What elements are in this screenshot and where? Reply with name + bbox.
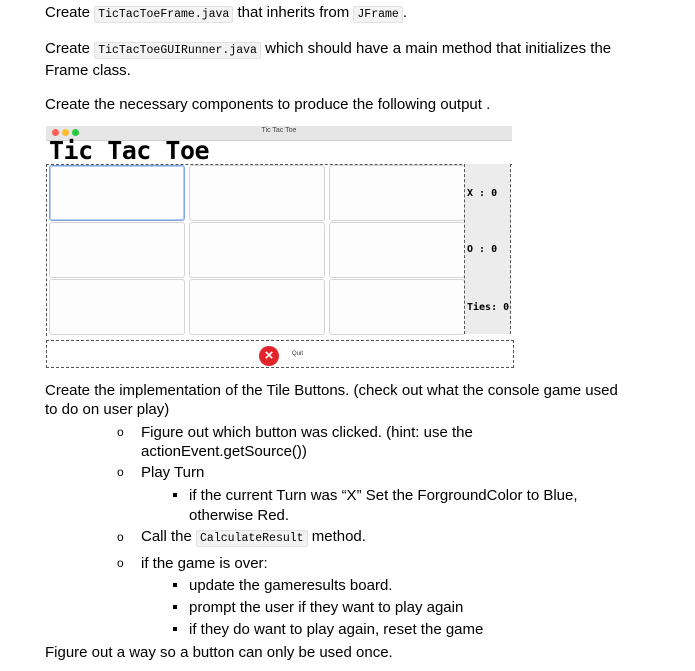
square-bullet <box>173 583 177 587</box>
round-bullet: o <box>117 556 124 570</box>
tile-grid <box>48 164 463 334</box>
tile-button-1[interactable] <box>189 165 325 221</box>
bullet-2-sub-1-line-2: otherwise Red. <box>189 507 290 524</box>
instruction-line-3: Frame class. <box>45 62 131 79</box>
bullet-2: Play Turn <box>141 464 205 481</box>
code-jframe: JFrame <box>353 6 402 23</box>
bullet-1-line-1: Figure out which button was clicked. (hint: use the <box>141 424 473 441</box>
quit-label[interactable]: Quit <box>292 351 304 357</box>
code-tictactoeframe: TicTacToeFrame.java <box>94 6 233 23</box>
text: Create <box>45 40 91 57</box>
divider <box>46 164 47 336</box>
instruction-line-6: to do on user play) <box>45 401 170 418</box>
text: . <box>402 4 407 21</box>
instruction-line-5: Create the implementation of the Tile Buttons. (check out what the console game used <box>45 382 618 399</box>
bullet-2-sub-1-line-1: if the current Turn was “X” Set the ForgroundColor to Blue, <box>189 487 578 504</box>
bullet-4-sub-1: update the gameresults board. <box>189 577 393 594</box>
o-score: O : 0 <box>467 244 498 255</box>
text: that inherits from <box>237 4 350 21</box>
square-bullet <box>173 605 177 609</box>
divider <box>464 164 465 334</box>
instruction-line-4: Create the necessary components to produce the following output . <box>45 96 491 113</box>
instruction-line-2 <box>45 38 611 61</box>
bullet-4: if the game is over: <box>141 555 268 572</box>
tile-button-5[interactable] <box>329 222 465 278</box>
text: Create <box>45 4 91 21</box>
square-bullet <box>173 493 177 497</box>
bullet-4-sub-3: if they do want to play again, reset the game <box>189 621 484 638</box>
round-bullet: o <box>117 530 124 544</box>
bullet-1-line-2: actionEvent.getSource()) <box>141 443 307 460</box>
score-panel <box>464 164 511 334</box>
game-heading: Tic Tac Toe <box>49 136 210 165</box>
code-guirunner: TicTacToeGUIRunner.java <box>94 42 261 59</box>
quit-panel <box>46 340 514 368</box>
bullet-4-sub-2: prompt the user if they want to play again <box>189 599 464 616</box>
window-title: Tic Tac Toe <box>261 127 297 134</box>
example-output-screenshot <box>44 124 514 370</box>
instruction-last-line: Figure out a way so a button can only be used once. <box>45 644 393 661</box>
code-calculateresult: CalculateResult <box>196 530 308 547</box>
tile-button-6[interactable] <box>49 279 185 335</box>
divider <box>510 164 511 334</box>
tile-button-7[interactable] <box>189 279 325 335</box>
tile-button-4[interactable] <box>189 222 325 278</box>
square-bullet <box>173 627 177 631</box>
round-bullet: o <box>117 425 124 439</box>
tile-button-3[interactable] <box>49 222 185 278</box>
tile-button-2[interactable] <box>329 165 465 221</box>
tile-button-0[interactable] <box>49 165 185 221</box>
round-bullet: o <box>117 465 124 479</box>
instruction-line-1 <box>45 2 407 25</box>
tile-button-8[interactable] <box>329 279 465 335</box>
text: which should have a main method that initializes the <box>265 40 612 57</box>
quit-icon[interactable]: × <box>259 346 279 366</box>
text: Call the <box>141 528 192 545</box>
bullet-3 <box>141 526 366 549</box>
x-score: X : 0 <box>467 188 498 199</box>
text: method. <box>311 528 366 545</box>
ties-score: Ties: 0 <box>467 302 510 313</box>
